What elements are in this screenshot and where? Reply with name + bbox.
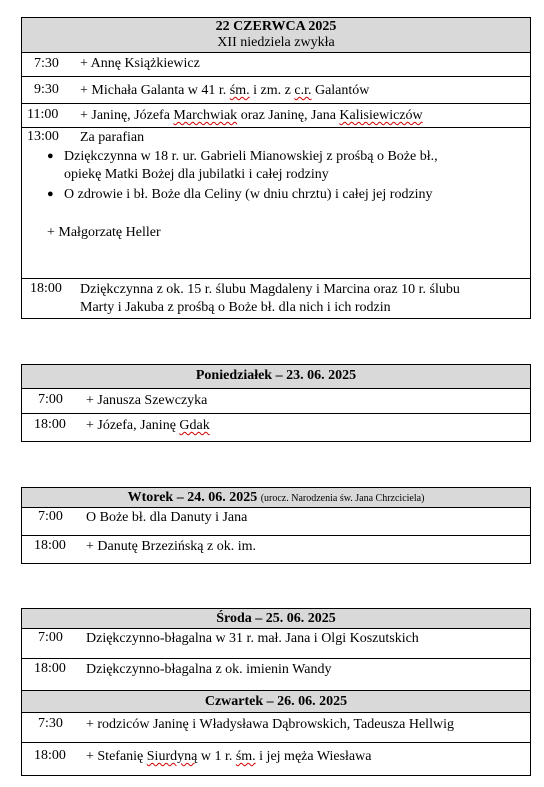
mass-row (22, 536, 530, 563)
mass-row (22, 53, 530, 77)
section-title: 22 CZERWCA 2025 (215, 19, 337, 34)
mass-time: 18:00 (34, 661, 66, 676)
mass-time: 18:00 (34, 748, 66, 763)
mass-time: 18:00 (34, 417, 66, 432)
mass-intention: + Janusza Szewczyka (86, 393, 208, 408)
mass-time: 7:30 (34, 56, 59, 71)
mass-time: 11:00 (27, 107, 59, 122)
mass-intention: Dziękczynno-błagalna z ok. imienin Wandy (86, 662, 332, 677)
section-header (22, 691, 530, 713)
mass-intention-head: Za parafian (80, 130, 145, 145)
section-title: Środa – 25. 06. 2025 (216, 611, 336, 626)
mass-time: 7:30 (38, 716, 63, 731)
mass-row (22, 414, 530, 441)
section-title: Wtorek – 24. 06. 2025 (127, 490, 258, 505)
mass-time: 9:30 (34, 82, 59, 97)
mass-time: 7:00 (38, 392, 63, 407)
monday-schedule (21, 364, 531, 442)
mass-time: 7:00 (38, 630, 63, 645)
mass-intention: + Stefanię Siurdyną w 1 r. śm. i jej męża Wiesława (86, 749, 372, 764)
tuesday-schedule (21, 487, 531, 564)
sunday-schedule (21, 17, 531, 319)
section-title: Poniedziałek – 23. 06. 2025 (195, 368, 357, 383)
mass-row (22, 508, 530, 536)
mass-intention: + rodziców Janinę i Władysława Dąbrowskich, Tadeusza Hellwig (86, 717, 454, 732)
section-header (22, 609, 530, 629)
mass-intention: Dziękczynna w 18 r. ur. Gabrieli Mianowskiej z prośbą o Boże bł., opiekę Matki Bożej dla jubilatki i całej rodziny (64, 149, 438, 182)
mass-row (22, 77, 530, 104)
mass-time: 18:00 (30, 281, 62, 296)
mass-row (22, 389, 530, 414)
mass-intention: + Annę Książkiewicz (80, 56, 200, 71)
section-header (22, 365, 530, 389)
mass-intention: + Michała Galanta w 41 r. śm. i zm. z c.r. Galantów (80, 83, 370, 98)
bullet-icon: ● (47, 188, 54, 200)
section-header (22, 488, 530, 508)
mass-row (22, 659, 530, 691)
mass-row (22, 743, 530, 775)
mass-row (22, 629, 530, 659)
mass-intention: O zdrowie i bł. Boże dla Celiny (w dniu chrztu) i całej jej rodziny (64, 187, 433, 202)
bullet-icon: ● (47, 150, 54, 162)
section-title: Czwartek – 26. 06. 2025 (204, 694, 348, 709)
section-header (22, 18, 530, 53)
section-note: (urocz. Narodzenia św. Jana Chrzciciela) (260, 493, 425, 504)
mass-row (22, 128, 530, 279)
mass-row (22, 279, 530, 318)
wednesday-thursday-schedule (21, 608, 531, 776)
mass-intention: Dziękczynna z ok. 15 r. ślubu Magdaleny i Marcina oraz 10 r. ślubu Marty i Jakuba z prośbą o Boże bł. dla nich i ich rodzin (80, 282, 460, 315)
mass-intention: + Danutę Brzezińską z ok. im. (86, 539, 257, 554)
mass-intention: O Boże bł. dla Danuty i Jana (86, 510, 248, 525)
mass-row (22, 104, 530, 128)
mass-time: 18:00 (34, 538, 66, 553)
mass-intention: Dziękczynno-błagalna w 31 r. mał. Jana i Olgi Koszutskich (86, 631, 419, 646)
mass-row (22, 713, 530, 743)
mass-intention: + Małgorzatę Heller (47, 225, 161, 240)
section-subtitle: XII niedziela zwykła (217, 35, 335, 50)
mass-intention: + Józefa, Janinę Gdak (86, 418, 210, 433)
mass-time: 13:00 (27, 129, 59, 144)
mass-intention: + Janinę, Józefa Marchwiak oraz Janinę, Jana Kalisiewiczów (80, 108, 423, 123)
mass-time: 7:00 (38, 509, 63, 524)
